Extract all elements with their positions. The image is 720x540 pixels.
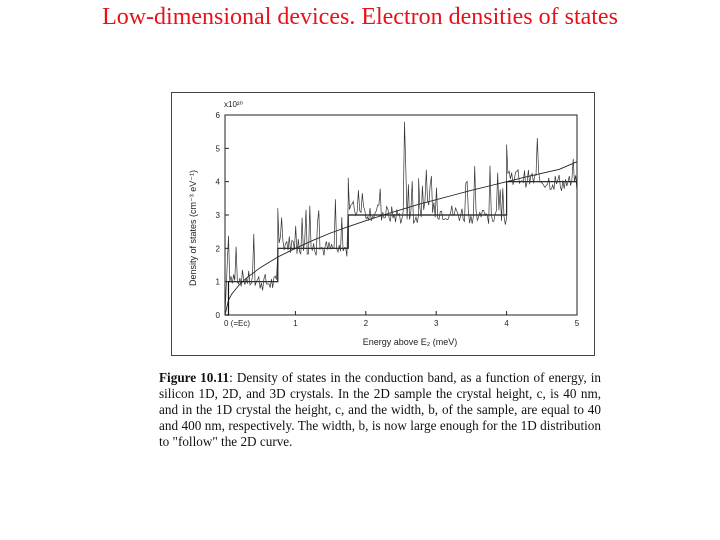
dos-chart-figure	[171, 92, 595, 356]
y-tick-label: 5	[215, 144, 220, 154]
dos-chart	[172, 93, 594, 355]
x-tick-label: 4	[504, 319, 509, 328]
y-tick-label: 3	[215, 211, 220, 220]
figure-label: Figure 10.11	[159, 370, 230, 385]
y-tick-label: 1	[215, 277, 220, 287]
y-tick-label: 2	[215, 244, 220, 254]
y-tick-label: 6	[215, 111, 220, 120]
chart-ticks	[216, 111, 580, 328]
figure-caption	[159, 370, 601, 450]
x-tick-label: 1	[293, 319, 298, 328]
x-tick-label: 3	[433, 319, 439, 328]
x-tick-label: 2	[363, 319, 369, 328]
y-multiplier: x10²⁰	[224, 100, 243, 109]
series-1d	[225, 122, 577, 315]
y-tick-label: 4	[215, 177, 220, 187]
x-tick-label: 5	[574, 319, 580, 328]
y-tick-label: 0	[215, 311, 220, 320]
x-tick-label: 0 (=Ec)	[223, 319, 251, 328]
series-1d-line	[225, 122, 577, 315]
slide-title: Low-dimensional devices. Electron densities of states	[102, 4, 618, 30]
caption-text: : Density of states in the conduction band, as a function of energy, in silicon 1D, 2D, and 3D crystals. In the 2D sample the crystal height, c, is 40 nm, and in the 1D crystal the height, c, and the width, b, of the sample, are equal to 40 and 400 nm, respectively. The width, b, is now large enough for the 1D distribution to "follow" the 2D curve.	[159, 370, 602, 449]
y-axis-label: Density of states (cm⁻³ eV⁻¹)	[188, 169, 198, 287]
x-axis-label: Energy above E₂ (meV)	[362, 337, 458, 347]
